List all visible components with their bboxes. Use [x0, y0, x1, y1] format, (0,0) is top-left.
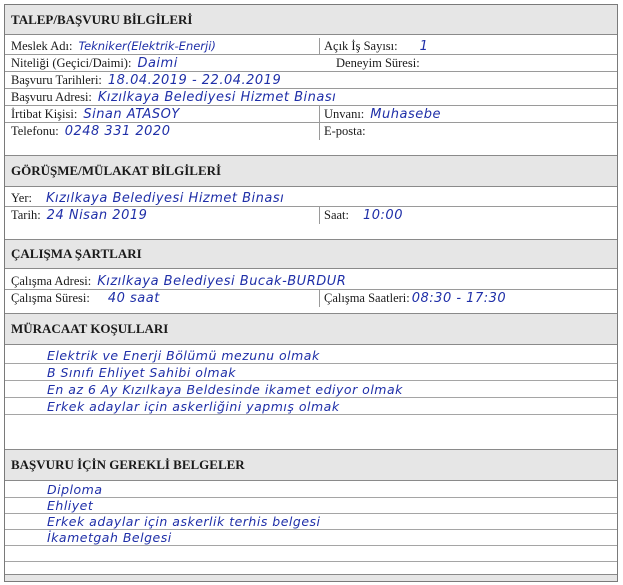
row-calisma-sure [5, 290, 617, 307]
calisma-adres-value: Kızılkaya Belediyesi Bucak-BURDUR [97, 273, 347, 289]
calisma-sure-value: 40 saat [107, 291, 160, 306]
section-title-calisma: ÇALIŞMA ŞARTLARI [11, 246, 142, 261]
section-title-gorusme: GÖRÜŞME/MÜLAKAT BİLGİLERİ [11, 163, 222, 178]
saat-label: Saat: [324, 208, 349, 222]
muracaat-line: En az 6 Ay Kızılkaya Beldesinde ikamet ediyor olmak [5, 381, 617, 398]
irtibat-value: Sinan ATASOY [83, 106, 180, 122]
saat-value: 10:00 [363, 208, 403, 223]
telefon-label: Telefonu: [11, 124, 59, 138]
meslek-label: Meslek Adı: [11, 38, 73, 53]
row-basvuru-tarih [5, 72, 617, 89]
row-mulakat-tarih [5, 207, 617, 224]
muracaat-line-empty [5, 415, 617, 432]
calisma-sure-label: Çalışma Süresi: [11, 291, 90, 305]
basvuru-tarih-label: Başvuru Tarihleri: [11, 72, 102, 87]
meslek-value: Tekniker(Elektrik-Enerji) [78, 39, 216, 53]
footer-band [5, 574, 617, 581]
acik-is-label: Açık İş Sayısı: [324, 38, 398, 53]
belge-line-empty [5, 546, 617, 562]
section-title-talep: TALEP/BAŞVURU BİLGİLERİ [11, 11, 193, 27]
belge-line: Diploma [5, 482, 617, 498]
job-application-form [4, 4, 618, 582]
belge-line: Erkek adaylar için askerlik terhis belgesi [5, 514, 617, 530]
row-yer [5, 190, 617, 207]
basvuru-tarih-value: 18.04.2019 - 22.04.2019 [107, 72, 282, 88]
basvuru-adres-label: Başvuru Adresi: [11, 89, 92, 104]
calisma-saatleri-label: Çalışma Saatleri: [324, 291, 410, 305]
basvuru-adres-value: Kızılkaya Belediyesi Hizmet Binası [97, 89, 337, 105]
row-nitelik [5, 55, 617, 72]
section-header-talep [5, 5, 617, 35]
unvan-label: Unvanı: [324, 106, 365, 121]
mulakat-tarih-value: 24 Nisan 2019 [46, 208, 148, 223]
acik-is-value: 1 [419, 38, 429, 54]
belge-line: İkametgah Belgesi [5, 530, 617, 546]
section-header-muracaat [5, 313, 617, 345]
mulakat-tarih-label: Tarih: [11, 208, 41, 222]
muracaat-line: B Sınıfı Ehliyet Sahibi olmak [5, 364, 617, 381]
yer-value: Kızılkaya Belediyesi Hizmet Binası [45, 190, 285, 206]
section-header-calisma [5, 239, 617, 269]
nitelik-label: Niteliği (Geçici/Daimi): [11, 55, 132, 70]
section-header-belgeler [5, 449, 617, 481]
yer-label: Yer: [11, 190, 32, 205]
row-irtibat [5, 106, 617, 123]
unvan-value: Muhasebe [370, 106, 441, 122]
eposta-label: E-posta: [324, 124, 366, 138]
row-calisma-adres [5, 273, 617, 290]
row-basvuru-adres [5, 89, 617, 106]
muracaat-line: Erkek adaylar için askerliğini yapmış olmak [5, 398, 617, 415]
section-title-belgeler: BAŞVURU İÇİN GEREKLİ BELGELER [11, 457, 245, 472]
row-meslek [5, 38, 617, 55]
irtibat-label: İrtibat Kişisi: [11, 106, 78, 121]
telefon-value: 0248 331 2020 [64, 124, 171, 139]
deneyim-label: Deneyim Süresi: [336, 55, 420, 70]
section-header-gorusme [5, 155, 617, 187]
row-telefon [5, 123, 617, 140]
calisma-adres-label: Çalışma Adresi: [11, 273, 92, 288]
belge-line: Ehliyet [5, 498, 617, 514]
nitelik-value: Daimi [137, 55, 178, 71]
calisma-saatleri-value: 08:30 - 17:30 [411, 291, 507, 306]
muracaat-line: Elektrik ve Enerji Bölümü mezunu olmak [5, 347, 617, 364]
section-title-muracaat: MÜRACAAT KOŞULLARI [11, 321, 169, 336]
